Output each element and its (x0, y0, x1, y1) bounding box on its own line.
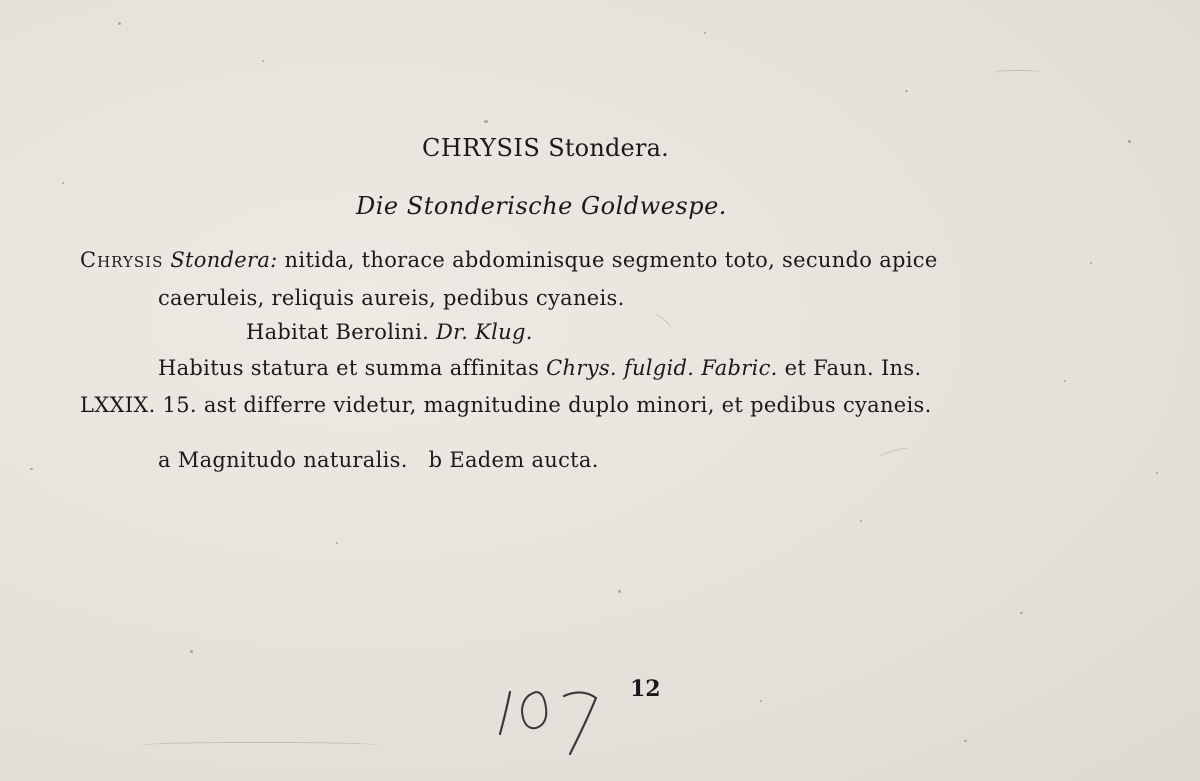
diagnosis-text-1: nitida, thorace abdominisque segmento toto, secundo apice (284, 248, 938, 272)
remarks-reference: Chrys. fulgid. Fabric. (546, 356, 778, 380)
paper-speck (1064, 380, 1066, 382)
paper-speck (760, 700, 762, 702)
page-subtitle: Die Stonderische Goldwespe. (356, 192, 727, 220)
paper-speck (1090, 262, 1092, 264)
paper-fiber (995, 70, 1041, 77)
remarks-text-1: Habitus statura et summa affinitas (158, 356, 540, 380)
handwritten-annotation (492, 682, 612, 766)
habitat-line (246, 320, 533, 344)
diagnosis-species: Stondera: (170, 248, 278, 272)
paper-speck (905, 90, 908, 92)
paper-speck (484, 120, 488, 123)
habitat-collector: Dr. Klug. (436, 320, 533, 344)
figure-legend (158, 448, 599, 472)
paper-speck (262, 60, 264, 62)
paper-speck (860, 520, 862, 522)
remarks-line-1 (158, 356, 921, 380)
paper-speck (190, 650, 193, 653)
page-number: 12 (630, 676, 661, 702)
title-species: Stondera. (548, 134, 669, 162)
paper-speck (62, 182, 64, 184)
diagnosis-genus: Chrysis (80, 248, 164, 272)
figure-legend-b: b Eadem aucta. (428, 448, 599, 472)
paper-speck (618, 590, 621, 593)
remarks-line-2: LXXIX. 15. ast differre videtur, magnitudine duplo minori, et pedibus cyaneis. (80, 393, 932, 417)
title-genus: CHRYSIS (422, 134, 541, 162)
paper-speck (1128, 140, 1131, 143)
paper-speck (30, 468, 33, 470)
paper-speck (704, 32, 706, 34)
diagnosis-line-1 (80, 248, 938, 272)
paper-fiber (880, 446, 911, 461)
page-title (422, 134, 669, 162)
paper-speck (1020, 612, 1023, 614)
handwritten-107-drawing (492, 682, 612, 762)
paper-fiber (649, 312, 673, 335)
paper-speck (1156, 472, 1158, 474)
habitat-text: Habitat Berolini. (246, 320, 430, 344)
remarks-text-2: et Faun. Ins. (784, 356, 922, 380)
diagnosis-line-2: caeruleis, reliquis aureis, pedibus cyaneis. (158, 286, 625, 310)
paper-fiber (140, 742, 380, 751)
paper-speck (118, 22, 121, 25)
paper-speck (964, 740, 967, 742)
figure-legend-a: a Magnitudo naturalis. (158, 448, 408, 472)
paper-speck (336, 542, 338, 544)
